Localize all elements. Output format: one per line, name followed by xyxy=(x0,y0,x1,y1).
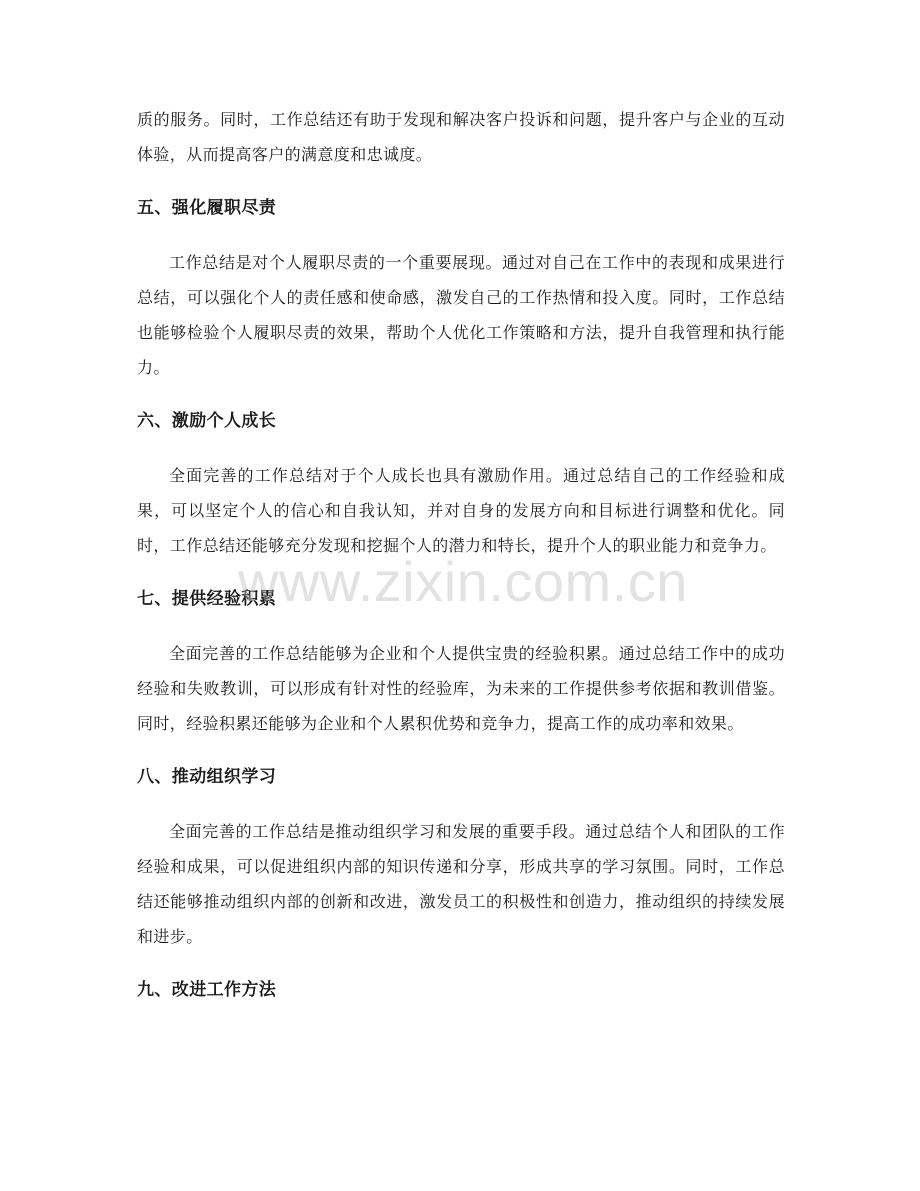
section-body-7: 全面完善的工作总结能够为企业和个人提供宝贵的经验积累。通过总结工作中的成功经验和失败教训，可以形成有针对性的经验库，为未来的工作提供参考依据和教训借鉴。同时，经验积累还能够为企业和个人累积优势和竞争力，提高工作的成功率和效果。 xyxy=(137,644,785,733)
section-heading-8: 八、推动组织学习 xyxy=(137,767,277,787)
section-body-8: 全面完善的工作总结是推动组织学习和发展的重要手段。通过总结个人和团队的工作经验和成果，可以促进组织内部的知识传递和分享，形成共享的学习氛围。同时，工作总结还能够推动组织内部的创新和改进，激发员工的积极性和创造力，推动组织的持续发展和进步。 xyxy=(137,822,785,946)
watermark-text: www.zixin.com.cn xyxy=(238,550,688,613)
section-heading-9: 九、改进工作方法 xyxy=(137,980,277,1000)
section-heading-5: 五、强化履职尽责 xyxy=(137,198,277,218)
section-heading-6: 六、激励个人成长 xyxy=(137,411,277,431)
section-heading-7: 七、提供经验积累 xyxy=(137,589,277,609)
paragraph-intro-continued: 质的服务。同时，工作总结还有助于发现和解决客户投诉和问题，提升客户与企业的互动体验，从而提高客户的满意度和忠诚度。 xyxy=(137,110,785,164)
document-page xyxy=(137,102,785,1008)
section-body-6: 全面完善的工作总结对于个人成长也具有激励作用。通过总结自己的工作经验和成果，可以坚定个人的信心和自我认知，并对自身的发展方向和目标进行调整和优化。同时，工作总结还能够充分发现和挖掘个人的潜力和特长，提升个人的职业能力和竞争力。 xyxy=(137,466,785,555)
section-body-5: 工作总结是对个人履职尽责的一个重要展现。通过对自己在工作中的表现和成果进行总结，可以强化个人的责任感和使命感，激发自己的工作热情和投入度。同时，工作总结也能够检验个人履职尽责的效果，帮助个人优化工作策略和方法，提升自我管理和执行能力。 xyxy=(137,253,785,377)
